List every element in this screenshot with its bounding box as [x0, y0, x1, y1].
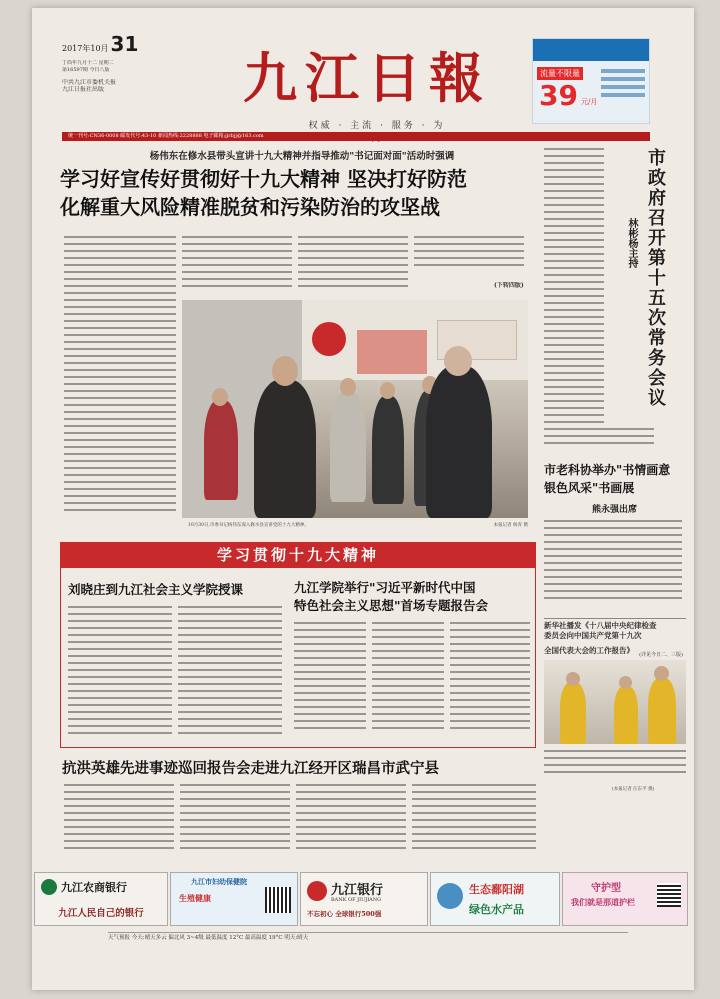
- xinhua-text-2: 委员会向中国共产党第十九次: [544, 631, 642, 640]
- lead-photo-caption: 10月30日,市委书记杨伟东深入修水县宣讲党的十九大精神。: [188, 523, 309, 528]
- xinhua-text-3: 全国代表大会的工作报告》: [544, 646, 634, 655]
- xinhua-text-1: 新华社播发《十八届中央纪律检查: [544, 621, 657, 630]
- xinhua-ref: (详见今日二、三版): [639, 652, 683, 658]
- info-bar: 统一刊号:CN36-0008 邮发代号:43-10 新闻热线:2228888 电子邮箱:jjrbjj@163.com: [62, 132, 650, 141]
- ad-hospital-name: 九江市妇幼保健院: [191, 877, 247, 886]
- side-mid-headline-line1: 市老科协举办"书情画意: [544, 463, 671, 477]
- ad-label: 流量不限量: [537, 67, 583, 80]
- ad-poyang-slogan: 绿色水产品: [469, 903, 524, 916]
- ad-bank-of-jiujiang: [300, 872, 428, 926]
- side-mid-headline-line2: 银色风采"书画展: [544, 481, 635, 495]
- weather-strip: 天气预报 今天:晴天多云 偏北风 3~4级 最低温度 12°C 最高温度 19°C 明天:晴天: [108, 932, 628, 942]
- masthead-logo: 九江日報: [243, 46, 491, 110]
- ad-bank-name: 九江银行: [331, 883, 384, 898]
- masthead-slogan: 权威 · 主流 · 服务 · 为: [308, 121, 446, 131]
- guardian-qr-icon: [657, 883, 681, 907]
- lead-photo: [182, 300, 528, 518]
- special-left-text-2: [178, 606, 282, 742]
- special-right-text-3: [450, 622, 530, 742]
- ad-guardian-slogan: 我们就是那道护栏: [571, 897, 635, 907]
- ad-maternity-hospital: [170, 872, 298, 926]
- fish-icon: [437, 883, 463, 909]
- newspaper-page: [32, 8, 694, 990]
- special-band: 学习贯彻十九大精神: [60, 542, 536, 568]
- lead-headline-line1: 学习好宣传好贯彻好十九大精神 坚决打好防范: [60, 167, 467, 191]
- side-photo-credit: (本报记者 汪东平 摄): [612, 787, 655, 792]
- issue-number: 第16597期 今日八版: [62, 67, 110, 73]
- bank-logo-icon: [307, 881, 327, 901]
- bottom-text-1: [64, 784, 174, 852]
- ad-hospital-slogan: 生殖健康: [179, 893, 211, 903]
- special-right-text-1: [294, 622, 366, 742]
- org-line: 中共九江市委机关报: [62, 79, 117, 86]
- lead-headline-line2: 化解重大风险精准脱贫和污染防治的攻坚战: [60, 195, 440, 219]
- ad-poyang-name: 生态鄱阳湖: [469, 883, 524, 896]
- lead-text-col-2: [182, 236, 292, 294]
- bottom-text-4: [412, 784, 536, 852]
- party-emblem-icon: [312, 322, 346, 356]
- date-year-month: 2017年10月: [62, 44, 109, 53]
- special-left-headline: 刘晓庄到九江社会主义学院授课: [68, 582, 244, 597]
- special-left-text-1: [68, 606, 172, 742]
- xinhua-box: [544, 618, 686, 656]
- side-photo: [544, 660, 686, 744]
- special-right-text-2: [372, 622, 444, 742]
- lead-text-col-3: [298, 236, 408, 294]
- date-day: 31: [110, 32, 139, 56]
- lead-text-col-4: [414, 236, 524, 276]
- side-mid-text: [544, 520, 682, 610]
- ad-rural-bank-name: 九江农商银行: [61, 881, 127, 894]
- side-photo-text: [544, 750, 686, 784]
- rural-bank-logo-icon: [41, 879, 57, 895]
- ad-poyang-lake: [430, 872, 560, 926]
- ad-guardian: [562, 872, 688, 926]
- ad-unit: 元/月: [581, 98, 598, 106]
- side-subhead: 林彬杨主持: [626, 218, 637, 268]
- ad-bank-slogan: 不忘初心 全球银行500强: [307, 910, 382, 918]
- ad-guardian-name: 守护型: [591, 883, 621, 894]
- lead-continued: (下转四版): [494, 282, 524, 289]
- special-right-headline-line1: 九江学院举行"习近平新时代中国: [294, 580, 476, 595]
- bottom-text-3: [296, 784, 406, 852]
- lead-text-col-1: [64, 236, 176, 522]
- bottom-headline: 抗洪英雄先进事迹巡回报告会走进九江经开区瑞昌市武宁县: [62, 761, 439, 777]
- lunar-date: 丁酉年九月十二 星期二: [62, 60, 114, 66]
- special-right-headline-line2: 特色社会主义思想"首场专题报告会: [294, 598, 489, 613]
- date-block: [62, 32, 152, 117]
- bottom-text-2: [180, 784, 290, 852]
- ad-price: 39: [539, 79, 578, 112]
- publisher-line: 九江日报社出版: [62, 86, 105, 93]
- lead-photo-credit: 本报记者 杨青 摄: [493, 523, 528, 528]
- side-text-col-1: [544, 148, 604, 448]
- side-headline: 市政府召开第十五次常务会议: [645, 148, 666, 408]
- hospital-qr-icon: [265, 887, 291, 913]
- ad-bank-en: BANK OF JIUJIANG: [331, 897, 382, 903]
- ad-rural-bank-slogan: 九江人民自己的银行: [58, 908, 144, 919]
- header-ad: [532, 38, 650, 124]
- side-text-col-2: [544, 428, 654, 452]
- lead-kicker: 杨伟东在修水县带头宣讲十九大精神并指导推动"书记面对面"活动时强调: [149, 151, 455, 162]
- ad-rural-bank: [34, 872, 168, 926]
- side-mid-subhead: 熊永强出席: [592, 505, 638, 515]
